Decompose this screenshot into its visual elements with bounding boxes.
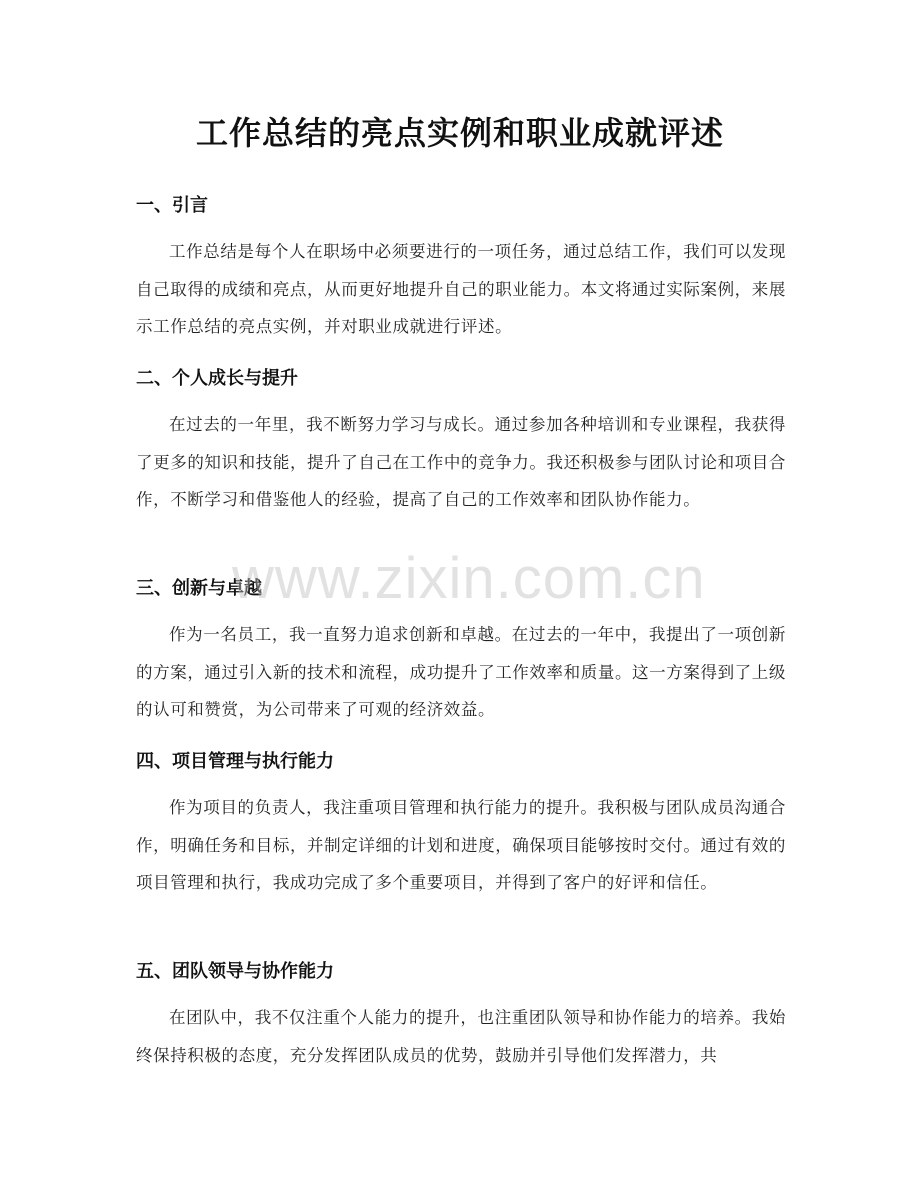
section-heading-personal-growth: 二、个人成长与提升 [136, 368, 298, 389]
section-heading-introduction: 一、引言 [136, 195, 208, 216]
document-title: 工作总结的亮点实例和职业成就评述 [195, 114, 724, 152]
section-heading-project-management: 四、项目管理与执行能力 [136, 751, 334, 772]
section-paragraph-project-management: 作为项目的负责人，我注重项目管理和执行能力的提升。我积极与团队成员沟通合作，明确任务和目标，并制定详细的计划和进度，确保项目能够按时交付。通过有效的项目管理和执行，我成功完成了多个重要项目，并得到了客户的好评和信任。 [136, 798, 786, 892]
section-heading-team-leadership: 五、团队领导与协作能力 [136, 961, 334, 982]
section-paragraph-innovation: 作为一名员工，我一直努力追求创新和卓越。在过去的一年中，我提出了一项创新的方案，通过引入新的技术和流程，成功提升了工作效率和质量。这一方案得到了上级的认可和赞赏，为公司带来了可观的经济效益。 [136, 625, 786, 719]
section-heading-innovation: 三、创新与卓越 [136, 578, 262, 599]
section-paragraph-personal-growth: 在过去的一年里，我不断努力学习与成长。通过参加各种培训和专业课程，我获得了更多的知识和技能，提升了自己在工作中的竞争力。我还积极参与团队讨论和项目合作，不断学习和借鉴他人的经验，提高了自己的工作效率和团队协作能力。 [136, 415, 786, 509]
section-paragraph-team-leadership: 在团队中，我不仅注重个人能力的提升，也注重团队领导和协作能力的培养。我始终保持积极的态度，充分发挥团队成员的优势，鼓励并引导他们发挥潜力，共 [136, 1008, 786, 1065]
section-paragraph-introduction: 工作总结是每个人在职场中必须要进行的一项任务，通过总结工作，我们可以发现自己取得的成绩和亮点，从而更好地提升自己的职业能力。本文将通过实际案例，来展示工作总结的亮点实例，并对职业成就进行评述。 [136, 242, 786, 336]
watermark-text: www.zixin.com.cn [232, 546, 706, 611]
